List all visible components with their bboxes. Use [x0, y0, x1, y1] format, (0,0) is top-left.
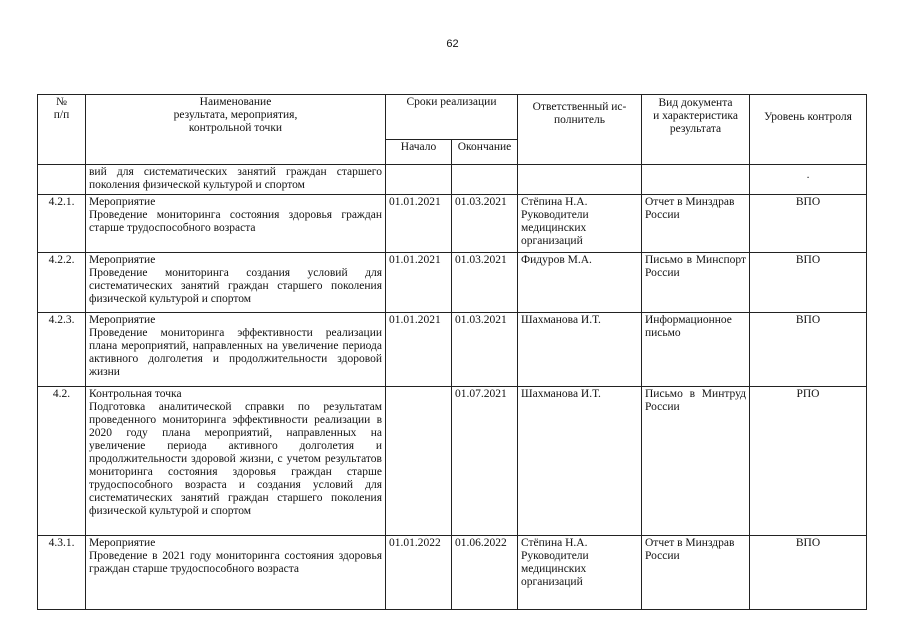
header-control-level: Уровень контроля [750, 95, 867, 165]
cell-end: 01.06.2022 [452, 536, 518, 610]
page-number: 62 [446, 38, 459, 50]
row-type: Мероприятие [89, 196, 156, 208]
row-text: Проведение в 2021 году мониторинга состояния здоровья граждан старше трудоспособного возраста [89, 550, 382, 575]
cell-name [86, 536, 386, 610]
cell-level: РПО [750, 387, 867, 536]
cell-level: ВПО [750, 195, 867, 253]
cell-name [86, 253, 386, 313]
cell-responsible: Стёпина Н.А. Руководители медицинских организаций [518, 195, 642, 253]
row-text: Проведение мониторинга состояния здоровья граждан старше трудоспособного возраста [89, 209, 382, 234]
cell-start: 01.01.2022 [386, 536, 452, 610]
cell-responsible: Шахманова И.Т. [518, 387, 642, 536]
header-num: № п/п [38, 95, 86, 165]
cell-num: 4.2.1. [38, 195, 86, 253]
cell-name [86, 195, 386, 253]
cell-start [386, 165, 452, 195]
cell-num: 4.3.1. [38, 536, 86, 610]
cell-num: 4.2. [38, 387, 86, 536]
cell-responsible [518, 165, 642, 195]
row-text: Подготовка аналитической справки по результатам проведенного мониторинга эффективности реализации в 2020 году плана мероприятий, направленных на увеличение периода активного долголетия и продолжительности здоровой жизни, с учетом результатов мониторинга состояния здоровья граждан старше трудоспособного возраста и создания условий для систематических занятий граждан старшего поколения физической культурой и спортом [89, 401, 382, 517]
cell-start [386, 387, 452, 536]
table-row [38, 536, 867, 610]
cell-doc: Отчет в Минздрав России [642, 536, 750, 610]
cell-level: . [750, 165, 867, 195]
cell-end: 01.03.2021 [452, 195, 518, 253]
continuation-row [38, 165, 867, 195]
cell-doc: Письмо в Минтруд России [642, 387, 750, 536]
cell-num [38, 165, 86, 195]
header-responsible: Ответственный ис- полнитель [518, 95, 642, 165]
cell-responsible: Шахманова И.Т. [518, 313, 642, 387]
header-start: Начало [386, 140, 452, 165]
cell-num: 4.2.2. [38, 253, 86, 313]
cell-end: 01.03.2021 [452, 313, 518, 387]
header-deadlines: Сроки реализации [386, 95, 518, 140]
cell-level: ВПО [750, 313, 867, 387]
header-row [38, 95, 867, 140]
cell-doc [642, 165, 750, 195]
cell-doc: Отчет в Минздрав России [642, 195, 750, 253]
row-type: Контрольная точка [89, 388, 182, 400]
cell-end: 01.07.2021 [452, 387, 518, 536]
cell-responsible: Стёпина Н.А. Руководители медицинских организаций [518, 536, 642, 610]
header-name: Наименование результата, мероприятия, контрольной точки [86, 95, 386, 165]
cell-name [86, 313, 386, 387]
cell-doc: Письмо в Минспорт России [642, 253, 750, 313]
cell-level: ВПО [750, 536, 867, 610]
table-row [38, 253, 867, 313]
row-type: Мероприятие [89, 254, 156, 266]
cell-responsible: Фидуров М.А. [518, 253, 642, 313]
cell-level: ВПО [750, 253, 867, 313]
table-row [38, 195, 867, 253]
cell-end [452, 165, 518, 195]
cell-end: 01.03.2021 [452, 253, 518, 313]
row-type: Мероприятие [89, 314, 156, 326]
cell-start: 01.01.2021 [386, 195, 452, 253]
header-doc-type: Вид документа и характеристика результата [642, 95, 750, 165]
header-end: Окончание [452, 140, 518, 165]
cell-start: 01.01.2021 [386, 253, 452, 313]
cell-name [86, 387, 386, 536]
row-type: Мероприятие [89, 537, 156, 549]
plan-table [37, 94, 867, 610]
row-text: Проведение мониторинга эффективности реализации плана мероприятий, направленных на увеличение периода активного долголетия и продолжительности здоровой жизни [89, 327, 382, 378]
cell-start: 01.01.2021 [386, 313, 452, 387]
row-text: Проведение мониторинга создания условий для систематических занятий граждан старшего поколения физической культурой и спортом [89, 267, 382, 305]
table-row [38, 387, 867, 536]
table-row [38, 313, 867, 387]
cell-name: вий для систематических занятий граждан старшего поколения физической культурой и спортом [86, 165, 386, 195]
cell-num: 4.2.3. [38, 313, 86, 387]
cell-doc: Информационное письмо [642, 313, 750, 387]
